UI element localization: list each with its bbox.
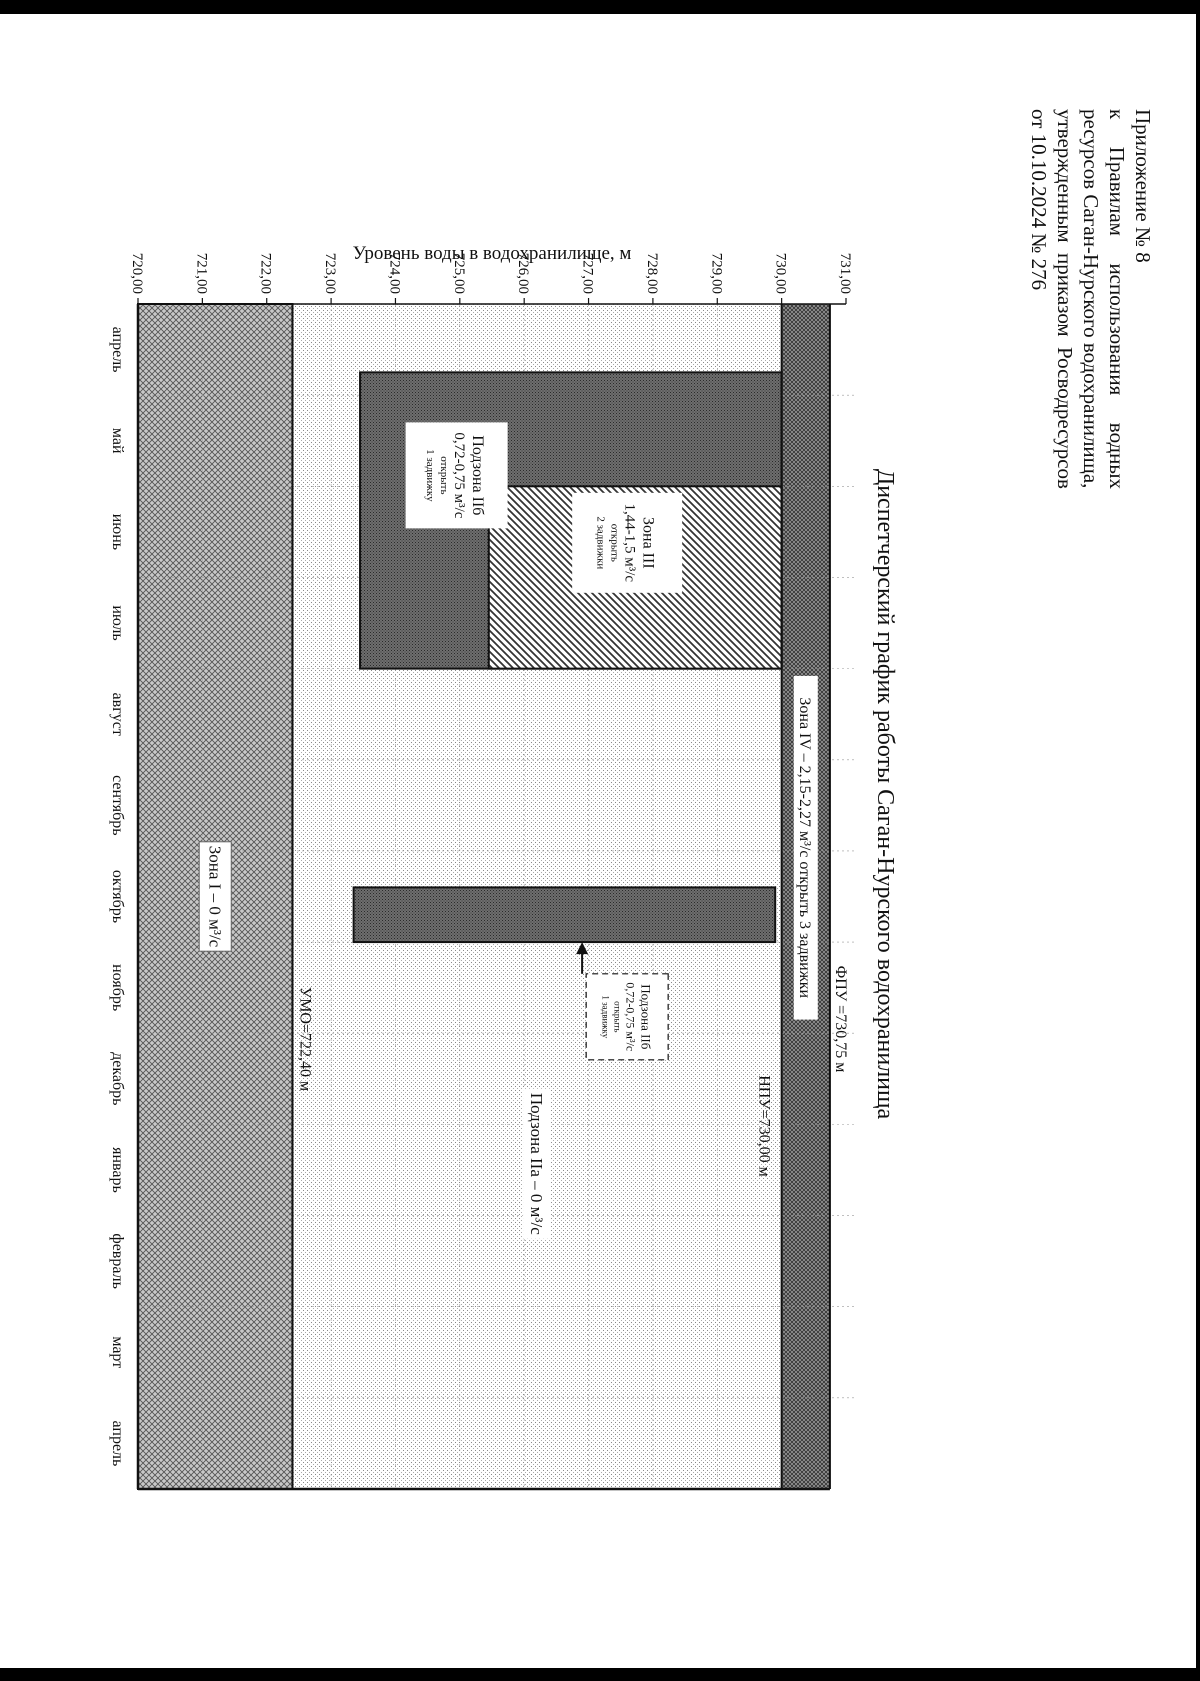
plot-area	[109, 253, 854, 1489]
zone-3-label-line: 2 задвижки	[594, 516, 607, 570]
zone-2b-autumn-label-line: Подзона IIб	[638, 984, 654, 1050]
zone-3-label-line: открыть	[608, 523, 621, 562]
y-tick-label: 721,00	[193, 252, 210, 294]
zone-2b-spring-label-line: открыть	[438, 456, 451, 495]
zone-2a-label: Подзона IIа – 0 м³/с	[527, 1092, 547, 1235]
fpu-level-label: ФПУ =730,75 м	[831, 965, 849, 1073]
y-tick-label: 722,00	[257, 252, 274, 294]
x-tick-label: апрель	[109, 1420, 126, 1467]
y-tick-label: 723,00	[322, 252, 339, 294]
dispatch-chart	[0, 14, 1196, 1668]
appendix-line-5: от 10.10.2024 № 276	[1027, 109, 1051, 291]
appendix-line-3: ресурсов Саган-Нурского водохранилища,	[1079, 109, 1103, 489]
npu-level-label: НПУ=730,00 м	[755, 1075, 773, 1177]
zone-4-label: Зона IV – 2,15-2,27 м³/с открыть 3 задвижки	[795, 697, 813, 999]
appendix-number: Приложение № 8	[1131, 109, 1155, 263]
y-tick-label: 730,00	[772, 252, 789, 294]
y-tick-label: 728,00	[643, 252, 660, 294]
y-tick-label: 720,00	[129, 252, 145, 294]
x-tick-label: июль	[109, 605, 126, 641]
y-tick-label: 724,00	[386, 252, 403, 294]
y-tick-label: 731,00	[837, 252, 853, 294]
x-tick-label: февраль	[109, 1233, 126, 1289]
x-tick-label: январь	[109, 1147, 126, 1193]
zone-2b-autumn-area	[354, 887, 776, 942]
zone-2b-autumn-label-line: открыть	[612, 1001, 623, 1033]
x-tick-label: декабрь	[109, 1052, 126, 1106]
chart-title: Диспетчерский график работы Саган-Нурского водохранилища	[872, 468, 898, 1120]
zone-3-label-line: Зона III	[639, 516, 657, 569]
appendix-line-4: утвержденным приказом Росводресурсов	[1053, 109, 1077, 489]
x-tick-label: март	[109, 1336, 126, 1369]
y-tick-label: 725,00	[450, 252, 467, 294]
x-tick-label: октябрь	[109, 869, 126, 924]
x-tick-label: август	[109, 692, 126, 736]
zone-2b-autumn-label-line: 0,72-0,75 м³/с	[623, 982, 638, 1052]
x-tick-label: июнь	[109, 513, 126, 551]
zone-2b-autumn-label-line: 1 задвижку	[600, 995, 611, 1039]
zone-2b-spring-label-line: Подзона IIб	[469, 435, 487, 516]
y-tick-label: 729,00	[708, 252, 725, 294]
zone-2b-spring-label-line: 0,72-0,75 м³/с	[451, 432, 468, 519]
y-tick-label: 726,00	[515, 252, 532, 294]
zone-2b-spring-label-line: 1 задвижку	[424, 449, 437, 502]
appendix-line-2: к Правилам использования водных	[1105, 109, 1129, 489]
rotated-content	[0, 14, 1196, 1668]
zone-1-label: Зона I – 0 м³/с	[205, 845, 225, 948]
document-page	[0, 14, 1196, 1668]
x-tick-label: май	[109, 427, 126, 454]
y-tick-label: 727,00	[579, 252, 596, 294]
x-tick-label: сентябрь	[109, 775, 126, 836]
x-tick-label: ноябрь	[109, 964, 126, 1012]
zone-3-label-line: 1,44-1,5 м³/с	[621, 503, 638, 583]
x-tick-label: апрель	[109, 326, 126, 373]
y-axis-label: Уровень воды в водохранилище, м	[352, 243, 632, 264]
umo-level-label: УМО=722,40 м	[296, 986, 314, 1092]
